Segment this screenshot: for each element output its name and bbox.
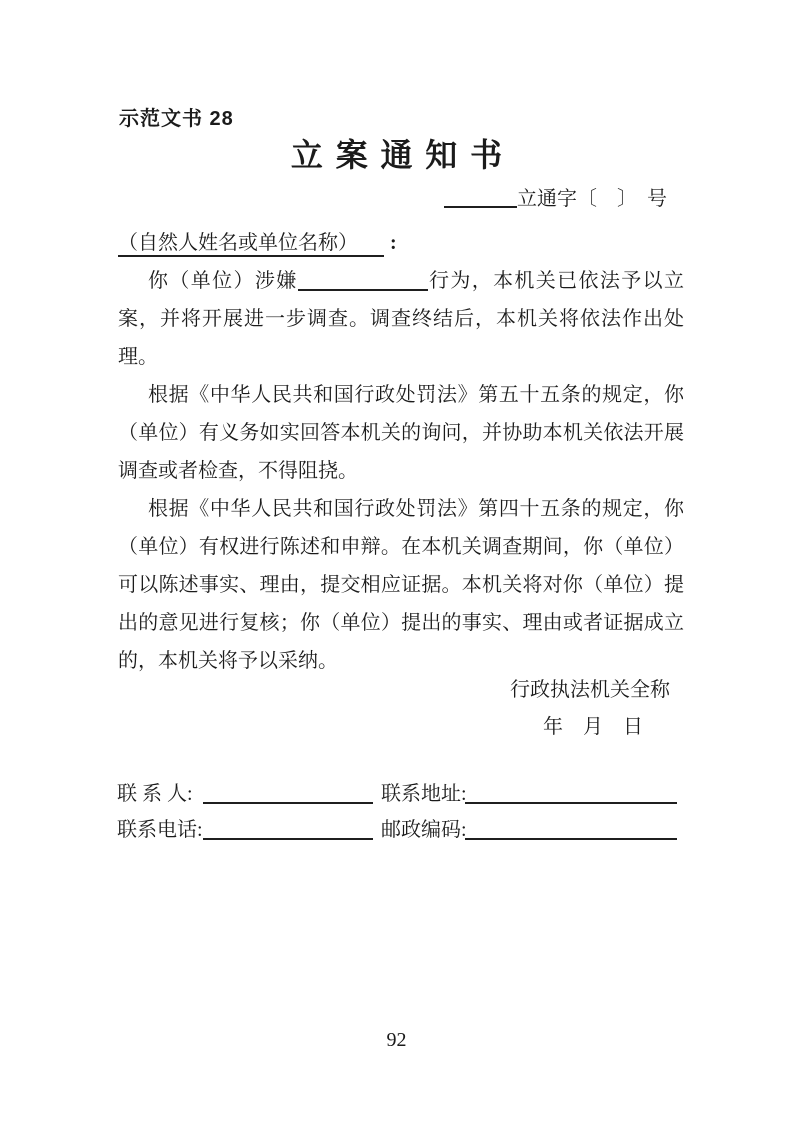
paragraph-1-suffix: 行为，本机关已依法予以立案，并将开展进一步调查。调查终结后，本机关将依法作出处理。	[118, 270, 685, 368]
contact-person-label: 联 系 人:	[117, 783, 193, 805]
addressee-colon: :	[390, 232, 397, 254]
addressee-line	[118, 224, 684, 262]
contact-phone-blank	[203, 838, 373, 840]
body-content	[118, 224, 684, 680]
contact-person-blank	[203, 802, 373, 804]
contact-row	[117, 776, 677, 812]
ref-number-blank	[444, 206, 517, 208]
signature-agency: 行政执法机关全称	[510, 679, 670, 701]
offense-blank	[298, 289, 428, 291]
doc-series-label: 示范文书 28	[119, 108, 234, 130]
addressee-placeholder: （自然人姓名或单位名称）	[118, 232, 358, 254]
doc-title: 立案通知书	[290, 137, 515, 173]
postal-code-label: 邮政编码:	[381, 819, 467, 841]
paragraph-3: 根据《中华人民共和国行政处罚法》第四十五条的规定，你（单位）有权进行陈述和申辩。在本机关调查期间，你（单位）可以陈述事实、理由，提交相应证据。本机关将对你（单位）提出的意见进行复核；你（单位）提出的事实、理由或者证据成立的，本机关将予以采纳。	[118, 498, 684, 672]
contact-address-blank	[465, 802, 677, 804]
contact-row	[117, 812, 677, 848]
postal-code-blank	[465, 838, 677, 840]
signature-date: 年 月 日	[543, 716, 643, 738]
contact-section	[117, 776, 677, 848]
page-number: 92	[386, 1029, 407, 1051]
doc-title-row	[0, 130, 793, 176]
signature-date-line	[510, 709, 670, 746]
signature-block	[510, 672, 670, 746]
ref-number-text: 立通字〔 〕 号	[517, 188, 667, 210]
ref-number-line	[444, 186, 667, 212]
paragraph-2: 根据《中华人民共和国行政处罚法》第五十五条的规定，你（单位）有义务如实回答本机关的询问，并协助本机关依法开展调查或者检查，不得阻挠。	[118, 384, 684, 482]
addressee-underlined	[118, 232, 384, 257]
contact-address-label: 联系地址:	[381, 783, 467, 805]
contact-phone-label: 联系电话:	[117, 819, 203, 841]
paragraph-1	[118, 262, 684, 376]
paragraph-1-prefix: 你（单位）涉嫌	[148, 270, 298, 292]
